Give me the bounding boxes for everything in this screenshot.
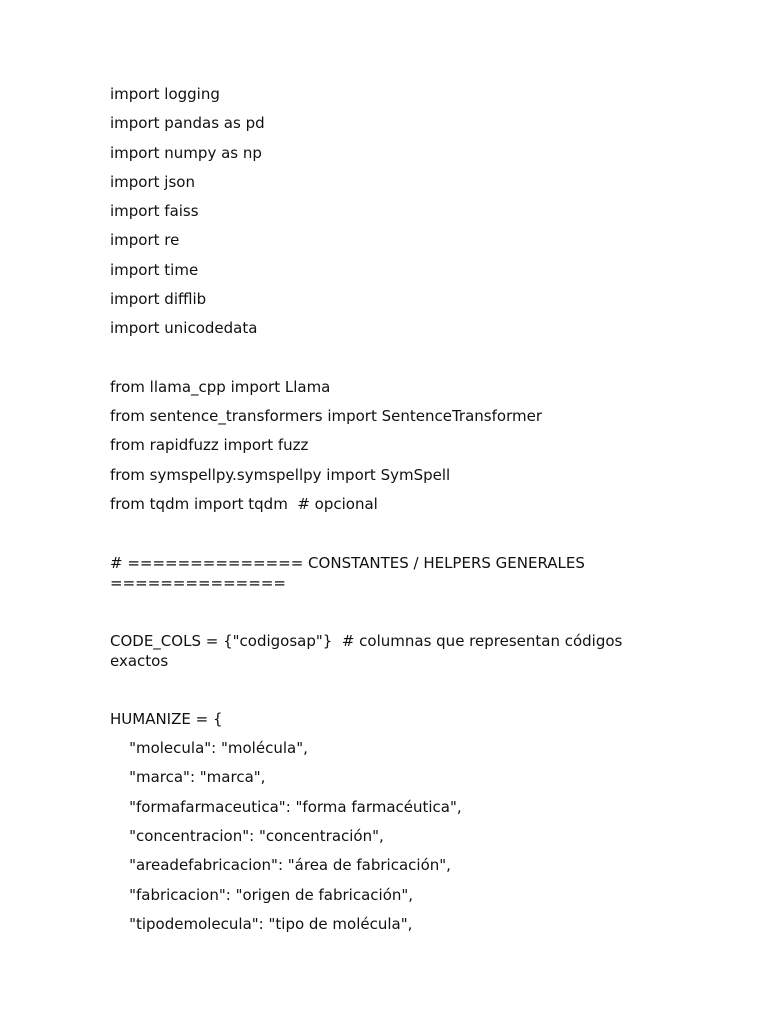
- code-line: import time: [110, 261, 199, 279]
- section-comment: # ============== CONSTANTES / HELPERS GENERALES ==============: [110, 554, 590, 592]
- code-line: "fabricacion": "origen de fabricación",: [110, 886, 414, 904]
- code-line: import unicodedata: [110, 319, 258, 337]
- code-line: from sentence_transformers import SentenceTransformer: [110, 407, 542, 425]
- code-line: import logging: [110, 85, 220, 103]
- code-line: "formafarmaceutica": "forma farmacéutica",: [110, 798, 462, 816]
- code-line: from symspellpy.symspellpy import SymSpell: [110, 466, 451, 484]
- code-line: import re: [110, 231, 180, 249]
- code-line: CODE_COLS = {"codigosap"} # columnas que representan códigos exactos: [110, 632, 628, 670]
- code-line: from rapidfuzz import fuzz: [110, 436, 309, 454]
- code-line: import difflib: [110, 290, 207, 308]
- code-line: import faiss: [110, 202, 199, 220]
- code-line: import numpy as np: [110, 144, 262, 162]
- code-line: import json: [110, 173, 195, 191]
- code-line: "tipodemolecula": "tipo de molécula",: [110, 915, 413, 933]
- code-line: from tqdm import tqdm # opcional: [110, 495, 378, 513]
- code-line: import pandas as pd: [110, 114, 265, 132]
- code-line: HUMANIZE = {: [110, 710, 223, 728]
- code-line: "molecula": "molécula",: [110, 739, 308, 757]
- code-line: "marca": "marca",: [110, 768, 266, 786]
- code-line: "concentracion": "concentración",: [110, 827, 384, 845]
- code-line: "areadefabricacion": "área de fabricación",: [110, 856, 451, 874]
- code-line: from llama_cpp import Llama: [110, 378, 331, 396]
